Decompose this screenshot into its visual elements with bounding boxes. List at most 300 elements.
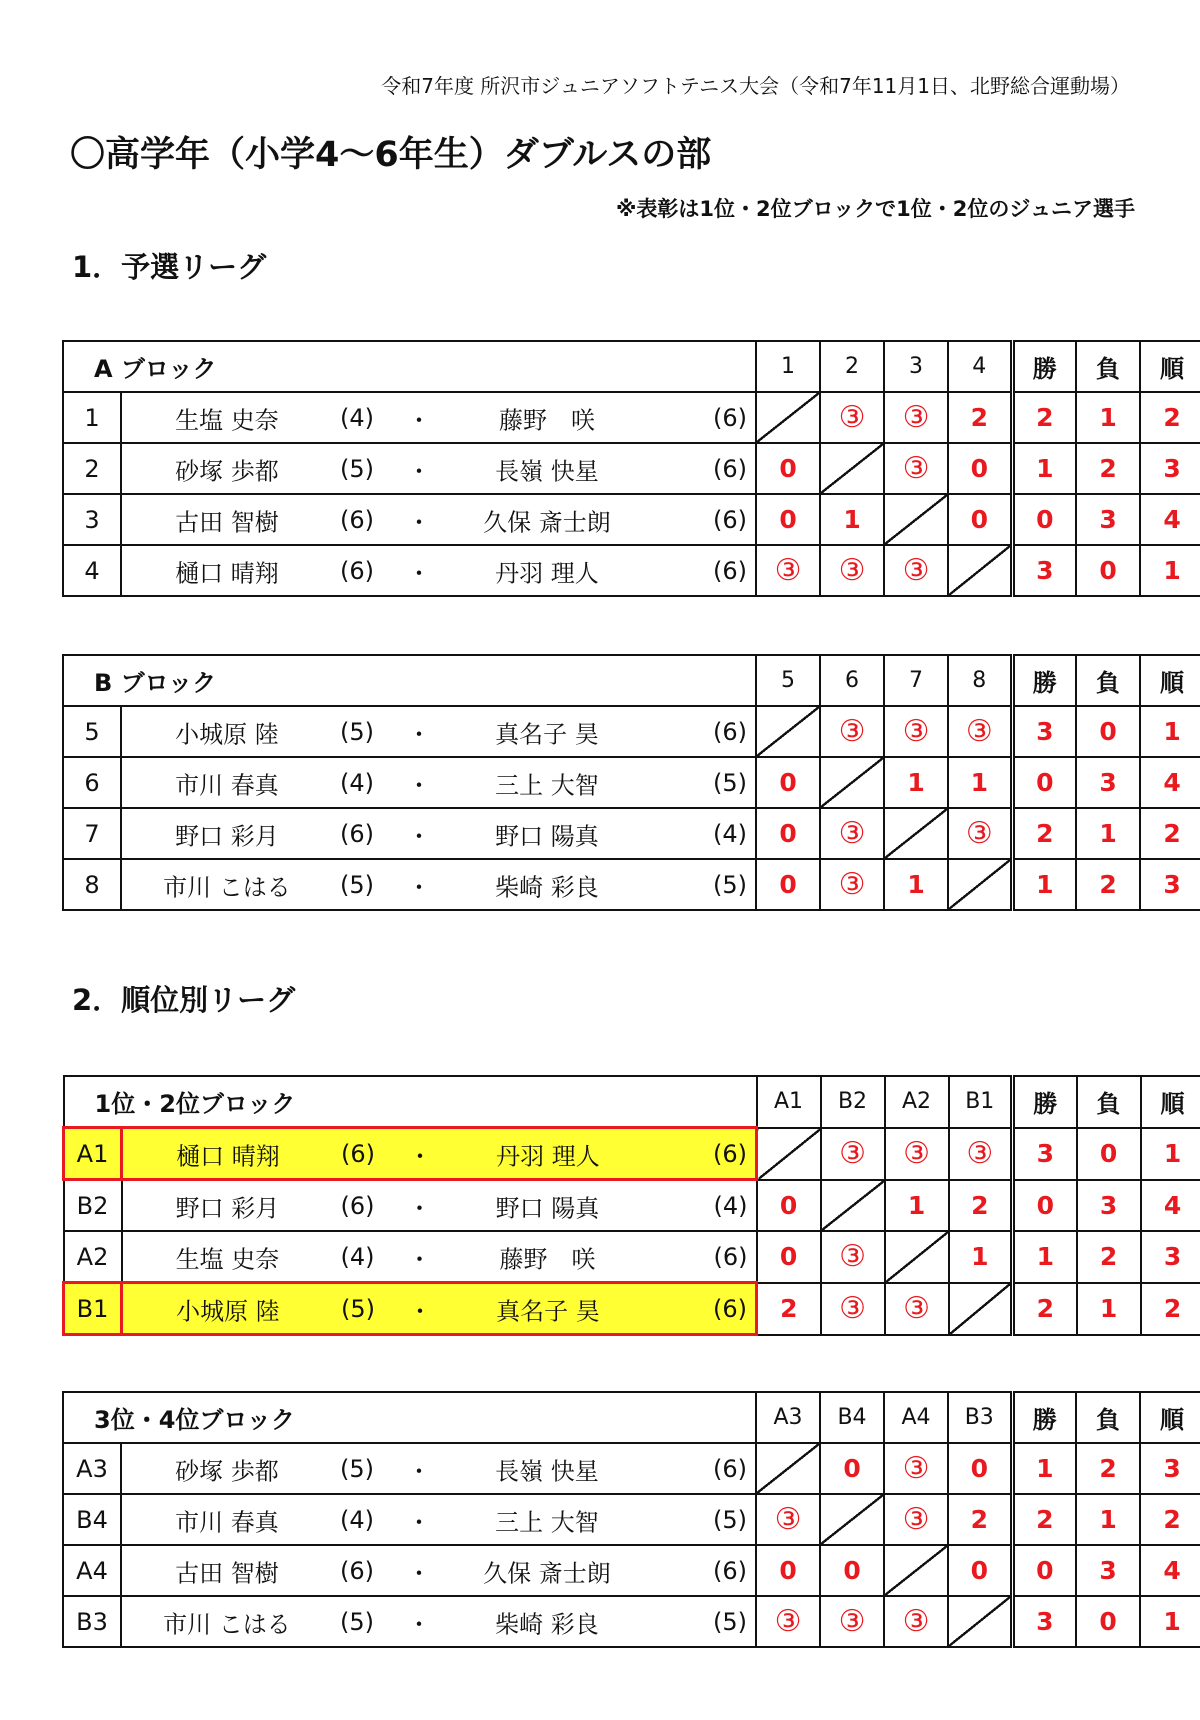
match-result: ③ — [820, 392, 884, 443]
losses-value: 3 — [1076, 494, 1140, 545]
pair-separator: ・ — [408, 1297, 432, 1325]
wins-value: 1 — [1012, 859, 1076, 910]
player1-grade: (5) — [340, 1454, 374, 1483]
section-title-prelim: 1．予選リーグ — [72, 250, 267, 284]
diagonal-cell — [948, 859, 1012, 910]
player2-name: 藤野 咲 — [499, 406, 595, 434]
page-title: 〇高学年（小学4〜6年生）ダブルスの部 — [70, 135, 712, 175]
match-result: ③ — [820, 545, 884, 596]
pair-cell — [121, 808, 756, 859]
match-result: 2 — [757, 1283, 821, 1335]
player2-grade: (5) — [713, 1505, 748, 1534]
rank-header: 順 — [1140, 1392, 1200, 1443]
pair-names — [122, 860, 755, 909]
table-row — [63, 859, 1200, 910]
pair-separator: ・ — [408, 1142, 432, 1170]
match-result: 0 — [948, 1545, 1012, 1596]
column-header: 8 — [948, 655, 1012, 706]
table-row — [64, 1283, 1200, 1335]
match-result: ③ — [756, 1494, 820, 1545]
event-header: 令和7年度 所沢市ジュニアソフトテニス大会（令和7年11月1日、北野総合運動場） — [381, 74, 1130, 98]
match-result: 0 — [756, 1545, 820, 1596]
column-header: A3 — [756, 1392, 820, 1443]
player1-name: 生塩 史奈 — [175, 1245, 280, 1273]
player2-name: 丹羽 理人 — [495, 559, 599, 587]
column-header: B3 — [948, 1392, 1012, 1443]
seed-number: 3 — [63, 494, 121, 545]
match-result: ③ — [756, 1596, 820, 1647]
league-table — [62, 340, 1200, 597]
match-result: 2 — [948, 392, 1012, 443]
player2-name: 柴崎 彩良 — [495, 873, 599, 901]
seed-number: B2 — [64, 1180, 122, 1232]
player1-grade: (4) — [340, 1505, 374, 1534]
column-header: 2 — [820, 341, 884, 392]
player1-name: 小城原 陸 — [176, 1297, 280, 1325]
match-result: ③ — [820, 859, 884, 910]
player1-name: 古田 智樹 — [175, 508, 279, 536]
seed-number: 1 — [63, 392, 121, 443]
pair-names — [122, 758, 755, 807]
league-table — [62, 1391, 1200, 1648]
table-row — [63, 494, 1200, 545]
wins-value: 1 — [1013, 1231, 1077, 1283]
match-result: ③ — [884, 1443, 948, 1494]
player2-name: 久保 斎士朗 — [483, 508, 611, 536]
pair-separator: ・ — [407, 1508, 431, 1536]
match-result: ③ — [884, 392, 948, 443]
pair-separator: ・ — [407, 1610, 431, 1638]
losses-value: 1 — [1077, 1283, 1141, 1335]
pair-names — [122, 1495, 755, 1544]
league-table — [62, 654, 1200, 911]
match-result: 1 — [885, 1180, 949, 1232]
losses-value: 0 — [1076, 545, 1140, 596]
match-result: 0 — [756, 494, 820, 545]
match-result: 1 — [820, 494, 884, 545]
pair-names — [122, 393, 755, 442]
player1-name: 市川 春真 — [175, 771, 279, 799]
losses-value: 0 — [1077, 1128, 1141, 1180]
table-row — [63, 706, 1200, 757]
table-row — [63, 1443, 1200, 1494]
table-header-row — [64, 1076, 1200, 1128]
match-result: ③ — [821, 1231, 885, 1283]
diagonal-cell — [756, 706, 820, 757]
rank-value: 2 — [1141, 1283, 1200, 1335]
player1-name: 市川 こはる — [163, 873, 291, 901]
wins-value: 3 — [1012, 706, 1076, 757]
diagonal-cell — [756, 1443, 820, 1494]
table-header-row — [63, 1392, 1200, 1443]
diagonal-cell — [885, 1231, 949, 1283]
losses-value: 2 — [1076, 859, 1140, 910]
seed-number: A2 — [64, 1231, 122, 1283]
losses-value: 2 — [1076, 1443, 1140, 1494]
seed-number: 2 — [63, 443, 121, 494]
match-result: ③ — [821, 1128, 885, 1180]
wins-value: 0 — [1012, 494, 1076, 545]
column-header: A4 — [884, 1392, 948, 1443]
match-result: 1 — [948, 757, 1012, 808]
player2-name: 三上 大智 — [495, 771, 599, 799]
wins-header: 勝 — [1012, 1392, 1076, 1443]
pair-names — [122, 444, 755, 493]
block-title: B ブロック — [63, 655, 756, 706]
diagonal-cell — [948, 1596, 1012, 1647]
wins-value: 1 — [1012, 1443, 1076, 1494]
column-header: B2 — [821, 1076, 885, 1128]
player2-grade: (6) — [713, 505, 748, 534]
match-result: 0 — [757, 1231, 821, 1283]
rank-value: 3 — [1140, 859, 1200, 910]
rank-value: 2 — [1140, 1494, 1200, 1545]
wins-header: 勝 — [1012, 655, 1076, 706]
seed-number: A1 — [64, 1128, 122, 1180]
player2-name: 真名子 昊 — [495, 720, 599, 748]
seed-number: B3 — [63, 1596, 121, 1647]
column-header: 6 — [820, 655, 884, 706]
pair-names — [122, 495, 755, 544]
pair-names — [123, 1232, 756, 1281]
match-result: 0 — [756, 808, 820, 859]
table-header-row — [63, 341, 1200, 392]
match-result: ③ — [948, 706, 1012, 757]
pair-cell — [121, 1494, 756, 1545]
rank-value: 4 — [1140, 1545, 1200, 1596]
player1-name: 樋口 晴翔 — [176, 1142, 280, 1170]
seed-number: 4 — [63, 545, 121, 596]
losses-header: 負 — [1077, 1076, 1141, 1128]
rank-value: 1 — [1140, 706, 1200, 757]
rank-value: 3 — [1140, 1443, 1200, 1494]
section-title-placement: 2．順位別リーグ — [72, 983, 296, 1017]
match-result: 1 — [884, 757, 948, 808]
pair-names — [122, 546, 755, 595]
losses-value: 3 — [1076, 1545, 1140, 1596]
seed-number: 6 — [63, 757, 121, 808]
match-result: 1 — [884, 859, 948, 910]
player2-grade: (6) — [713, 1454, 748, 1483]
match-result: 0 — [820, 1545, 884, 1596]
player2-grade: (6) — [713, 556, 748, 585]
seed-number: 7 — [63, 808, 121, 859]
player1-name: 生塩 史奈 — [175, 406, 279, 434]
wins-value: 2 — [1013, 1283, 1077, 1335]
pair-cell — [121, 757, 756, 808]
player1-grade: (5) — [340, 454, 374, 483]
match-result: 0 — [948, 1443, 1012, 1494]
rank-value: 3 — [1141, 1231, 1200, 1283]
losses-value: 2 — [1076, 443, 1140, 494]
pair-cell — [122, 1283, 757, 1335]
match-result: 1 — [949, 1231, 1013, 1283]
pair-cell — [121, 494, 756, 545]
rank-value: 2 — [1140, 392, 1200, 443]
losses-header: 負 — [1076, 655, 1140, 706]
player1-name: 樋口 晴翔 — [175, 559, 279, 587]
match-result: ③ — [821, 1283, 885, 1335]
player2-name: 長嶺 快星 — [495, 1457, 599, 1485]
pair-cell — [121, 1596, 756, 1647]
seed-number: B4 — [63, 1494, 121, 1545]
player2-grade: (6) — [713, 454, 748, 483]
table-row — [63, 808, 1200, 859]
wins-value: 0 — [1013, 1180, 1077, 1232]
column-header: 5 — [756, 655, 820, 706]
match-result: 0 — [948, 443, 1012, 494]
losses-value: 2 — [1077, 1231, 1141, 1283]
pair-cell — [122, 1128, 757, 1180]
pair-names — [123, 1129, 755, 1178]
diagonal-cell — [820, 1494, 884, 1545]
pair-cell — [121, 545, 756, 596]
match-result: ③ — [948, 808, 1012, 859]
match-result: ③ — [884, 1494, 948, 1545]
diagonal-cell — [756, 392, 820, 443]
column-header: B1 — [949, 1076, 1013, 1128]
pair-separator: ・ — [407, 1245, 432, 1273]
losses-value: 1 — [1076, 1494, 1140, 1545]
losses-value: 1 — [1076, 392, 1140, 443]
player2-name: 長嶺 快星 — [495, 457, 599, 485]
player2-grade: (6) — [713, 1242, 748, 1271]
pair-separator: ・ — [407, 873, 431, 901]
player1-name: 小城原 陸 — [175, 720, 279, 748]
match-result: ③ — [884, 443, 948, 494]
player1-name: 市川 こはる — [163, 1610, 291, 1638]
seed-number: A3 — [63, 1443, 121, 1494]
losses-value: 0 — [1076, 706, 1140, 757]
wins-value: 2 — [1012, 1494, 1076, 1545]
player2-grade: (5) — [713, 870, 748, 899]
pair-cell — [121, 443, 756, 494]
table-row — [64, 1128, 1200, 1180]
player1-name: 野口 彩月 — [175, 822, 279, 850]
diagonal-cell — [820, 443, 884, 494]
diagonal-cell — [884, 494, 948, 545]
seed-number: A4 — [63, 1545, 121, 1596]
pair-separator: ・ — [407, 508, 431, 536]
column-header: A1 — [757, 1076, 821, 1128]
rank-header: 順 — [1141, 1076, 1200, 1128]
player1-grade: (4) — [340, 768, 374, 797]
seed-number: 5 — [63, 706, 121, 757]
player2-grade: (6) — [713, 403, 748, 432]
diagonal-cell — [820, 757, 884, 808]
wins-value: 1 — [1012, 443, 1076, 494]
column-header: 7 — [884, 655, 948, 706]
table-row — [63, 392, 1200, 443]
table-row — [63, 1545, 1200, 1596]
player2-name: 野口 陽真 — [495, 822, 599, 850]
pair-separator: ・ — [407, 1457, 431, 1485]
diagonal-cell — [757, 1128, 821, 1180]
match-result: 0 — [756, 757, 820, 808]
pair-names — [123, 1181, 756, 1230]
player1-name: 砂塚 歩都 — [175, 457, 279, 485]
losses-header: 負 — [1076, 1392, 1140, 1443]
pair-separator: ・ — [407, 1194, 432, 1222]
table-row — [63, 1494, 1200, 1545]
diagonal-cell — [949, 1283, 1013, 1335]
match-result: 0 — [948, 494, 1012, 545]
table-row — [63, 545, 1200, 596]
wins-value: 2 — [1012, 392, 1076, 443]
pair-separator: ・ — [407, 822, 431, 850]
pair-separator: ・ — [407, 457, 431, 485]
table-row — [64, 1180, 1200, 1232]
block-title: 1位・2位ブロック — [64, 1076, 757, 1128]
player2-grade: (4) — [713, 819, 748, 848]
wins-value: 2 — [1012, 808, 1076, 859]
player1-grade: (5) — [340, 717, 374, 746]
diagonal-cell — [884, 1545, 948, 1596]
match-result: ③ — [820, 1596, 884, 1647]
match-result: ③ — [884, 545, 948, 596]
pair-separator: ・ — [407, 1559, 431, 1587]
table-row — [64, 1231, 1200, 1283]
wins-value: 3 — [1012, 1596, 1076, 1647]
rank-header: 順 — [1140, 341, 1200, 392]
pair-names — [122, 1444, 755, 1493]
table-row — [63, 757, 1200, 808]
player2-name: 三上 大智 — [495, 1508, 599, 1536]
match-result: 2 — [949, 1180, 1013, 1232]
pair-names — [122, 707, 755, 756]
pair-cell — [122, 1231, 757, 1283]
player2-grade: (6) — [713, 1294, 748, 1323]
match-result: ③ — [885, 1283, 949, 1335]
player2-name: 丹羽 理人 — [496, 1142, 600, 1170]
pair-separator: ・ — [407, 720, 431, 748]
rank-value: 2 — [1140, 808, 1200, 859]
column-header: 4 — [948, 341, 1012, 392]
wins-value: 3 — [1013, 1128, 1077, 1180]
player2-grade: (6) — [713, 1556, 748, 1585]
player2-name: 藤野 咲 — [499, 1245, 596, 1273]
wins-header: 勝 — [1012, 341, 1076, 392]
block-title: 3位・4位ブロック — [63, 1392, 756, 1443]
diagonal-cell — [821, 1180, 885, 1232]
losses-value: 3 — [1076, 757, 1140, 808]
pair-cell — [121, 392, 756, 443]
pair-names — [122, 1597, 755, 1646]
player1-grade: (5) — [341, 1294, 375, 1323]
pair-separator: ・ — [407, 559, 431, 587]
player1-name: 市川 春真 — [175, 1508, 279, 1536]
match-result: ③ — [884, 706, 948, 757]
pair-names — [122, 1546, 755, 1595]
player1-grade: (6) — [340, 1556, 374, 1585]
player2-name: 真名子 昊 — [496, 1297, 600, 1325]
match-result: 2 — [948, 1494, 1012, 1545]
player2-name: 野口 陽真 — [495, 1194, 600, 1222]
wins-value: 0 — [1012, 757, 1076, 808]
pair-separator: ・ — [407, 771, 431, 799]
pair-cell — [121, 1443, 756, 1494]
pair-cell — [121, 859, 756, 910]
player1-name: 古田 智樹 — [175, 1559, 279, 1587]
rank-value: 1 — [1140, 1596, 1200, 1647]
award-note: ※表彰は1位・2位ブロックで1位・2位のジュニア選手 — [615, 197, 1135, 221]
pair-cell — [121, 1545, 756, 1596]
player1-grade: (6) — [340, 556, 374, 585]
match-result: ③ — [884, 1596, 948, 1647]
table-row — [63, 1596, 1200, 1647]
rank-value: 1 — [1140, 545, 1200, 596]
diagonal-cell — [884, 808, 948, 859]
league-table — [62, 1075, 1200, 1336]
match-result: 0 — [820, 1443, 884, 1494]
player2-name: 久保 斎士朗 — [483, 1559, 611, 1587]
player1-grade: (5) — [340, 1607, 374, 1636]
player2-grade: (5) — [713, 1607, 748, 1636]
player1-name: 砂塚 歩都 — [175, 1457, 279, 1485]
player1-grade: (4) — [340, 403, 374, 432]
match-result: ③ — [820, 808, 884, 859]
wins-header: 勝 — [1013, 1076, 1077, 1128]
player2-grade: (5) — [713, 768, 748, 797]
match-result: 0 — [756, 443, 820, 494]
block-title: A ブロック — [63, 341, 756, 392]
diagonal-cell — [948, 545, 1012, 596]
match-result: ③ — [885, 1128, 949, 1180]
table-row — [63, 443, 1200, 494]
losses-header: 負 — [1076, 341, 1140, 392]
rank-value: 4 — [1140, 757, 1200, 808]
match-result: ③ — [820, 706, 884, 757]
seed-number: 8 — [63, 859, 121, 910]
column-header: 1 — [756, 341, 820, 392]
rank-header: 順 — [1140, 655, 1200, 706]
losses-value: 1 — [1076, 808, 1140, 859]
player2-name: 柴崎 彩良 — [495, 1610, 599, 1638]
losses-value: 3 — [1077, 1180, 1141, 1232]
player1-grade: (6) — [341, 1139, 375, 1168]
player1-grade: (5) — [340, 870, 374, 899]
match-result: ③ — [756, 545, 820, 596]
column-header: 3 — [884, 341, 948, 392]
player2-grade: (6) — [713, 717, 748, 746]
seed-number: B1 — [64, 1283, 122, 1335]
losses-value: 0 — [1076, 1596, 1140, 1647]
player1-grade: (6) — [340, 1191, 375, 1220]
match-result: 0 — [756, 859, 820, 910]
rank-value: 1 — [1141, 1128, 1200, 1180]
column-header: B4 — [820, 1392, 884, 1443]
player1-grade: (4) — [340, 1242, 375, 1271]
pair-names — [122, 809, 755, 858]
player1-name: 野口 彩月 — [175, 1194, 280, 1222]
rank-value: 3 — [1140, 443, 1200, 494]
pair-cell — [121, 706, 756, 757]
player1-grade: (6) — [340, 819, 374, 848]
wins-value: 3 — [1012, 545, 1076, 596]
table-header-row — [63, 655, 1200, 706]
column-header: A2 — [885, 1076, 949, 1128]
match-result: 0 — [757, 1180, 821, 1232]
player2-grade: (4) — [713, 1191, 748, 1220]
pair-names — [123, 1284, 755, 1333]
player2-grade: (6) — [713, 1139, 748, 1168]
match-result: ③ — [949, 1128, 1013, 1180]
pair-separator: ・ — [407, 406, 431, 434]
rank-value: 4 — [1141, 1180, 1200, 1232]
wins-value: 0 — [1012, 1545, 1076, 1596]
rank-value: 4 — [1140, 494, 1200, 545]
player1-grade: (6) — [340, 505, 374, 534]
